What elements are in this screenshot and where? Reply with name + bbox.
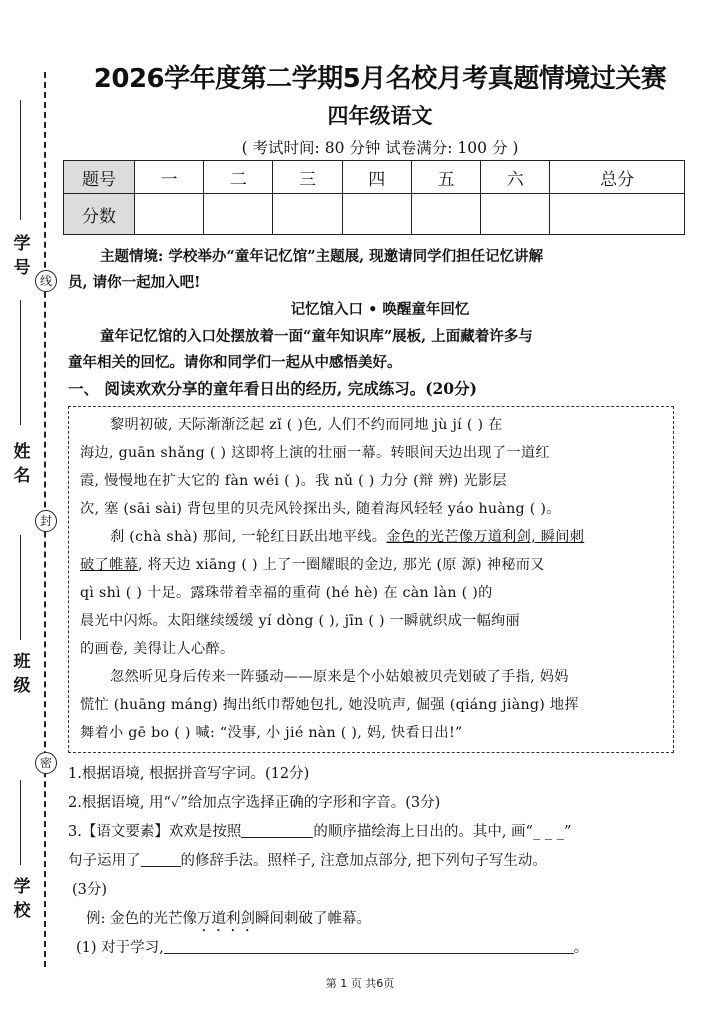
passage-text: 刹 (chà shà) 那间, 一轮红日跃出地平线。 [110,529,387,545]
passage-line: 慌忙 (huāng máng) 掏出纸巾帮她包扎, 她没吭声, 倔强 (qiáng jiàng) 地挥 [80,697,579,713]
school-label: 学 校 [13,877,31,921]
answer-blank[interactable] [241,823,313,838]
example-text: 例: 金色的光芒像 [86,911,197,927]
student-id-label: 学 号 [13,234,31,278]
passage-line: 晨光中闪烁。太阳继续缓缓 yí dòng ( ), jīn ( ) 一瞬就织成一幅绚丽 [80,613,521,629]
passage-line: 霞, 慢慢地在扩大它的 fàn wéi ( )。我 nǔ ( ) 力分 (辩 辨) 光影层 [80,473,507,489]
theme-line-2: 员, 请你一起加入吧! [68,274,201,291]
example-sentence [86,905,371,935]
section-desc-1: 童年记忆馆的入口处摆放着一面“童年知识库”展板, 上面藏着许多与 [100,328,533,345]
score-col-3: 三 [273,161,342,194]
passage-line: qì shì ( ) 十足。露珠带着幸福的重荷 (hé hè) 在 càn làn ( )的 [80,585,493,601]
school-field[interactable] [20,780,21,865]
example-dotted-text: 万道利剑 [197,911,255,927]
sub-question-text: (1) 对于学习, [76,940,164,956]
class-label: 班 级 [13,652,31,696]
binding-mark-feng: 封 [35,510,57,532]
student-name-label: 姓 名 [13,442,31,486]
question-3-text: 句子运用了 [68,853,141,869]
underlined-sentence-end: 破了帷幕 [80,557,138,573]
exam-title: 2026学年度第二学期5月名校月考真题情境过关赛 [93,64,667,94]
answer-blank[interactable] [141,852,181,867]
passage-line: 次, 塞 (sāi sài) 背包里的贝壳风铃探出头, 随着海风轻轻 yáo huàng ( )。 [80,501,561,517]
question-3-text: 的顺序描绘海上日出的。其中, 画“_ _ _” [313,824,572,840]
section-desc-2: 童年相关的回忆。请你和同学们一起从中感悟美好。 [68,354,402,371]
binding-mark-xian: 线 [35,270,57,292]
passage-line [80,554,665,574]
question-3-points: (3分) [72,882,108,898]
score-cell[interactable] [135,194,204,235]
score-col-2: 二 [204,161,273,194]
score-cell[interactable] [481,194,550,235]
student-id-field[interactable] [20,100,21,220]
score-table-header-row [64,161,685,194]
score-row-label: 分数 [64,194,135,235]
passage-line: 忽然听见身后传来一阵骚动——原来是个小姑娘被贝壳划破了手指, 妈妈 [110,669,569,685]
page-number: 第 1 页 共6页 [325,977,395,990]
sub-question-1 [76,934,588,962]
question-3-line-2 [68,847,547,875]
underlined-sentence: 金色的光芒像万道利剑, 瞬间刺 [386,529,585,545]
score-col-label: 题号 [64,161,135,194]
score-cell[interactable] [550,194,685,235]
score-col-4: 四 [342,161,411,194]
section-title: 记忆馆入口 • 唤醒童年回忆 [290,301,470,318]
student-name-field[interactable] [20,300,21,425]
question-1: 1.根据语境, 根据拼音写字词。(12分) [68,766,310,782]
passage-line: 舞着小 gē bo ( ) 喊: “没事, 小 jié nàn ( ), 妈, 快看日出!” [80,725,463,741]
score-col-total: 总分 [550,161,685,194]
score-cell[interactable] [204,194,273,235]
score-table-score-row [64,194,685,235]
example-text: 瞬间刺破了帷幕。 [255,911,371,927]
score-col-5: 五 [411,161,480,194]
exam-info: ( 考试时间: 80 分钟 试卷满分: 100 分 ) [241,139,519,157]
score-col-6: 六 [481,161,550,194]
question-3-text: 的修辞手法。照样子, 注意加点部分, 把下列句子写生动。 [180,853,547,869]
passage-text: , 将天边 xiāng ( ) 上了一圈耀眼的金边, 那光 (原 源) 神秘而又 [137,557,545,573]
passage-line: 海边, guān shǎng ( ) 这即将上演的壮丽一幕。转眼间天边出现了一道红 [80,445,550,461]
passage-line [80,526,695,546]
theme-line-1: 主题情境: 学校举办“童年记忆馆”主题展, 现邀请同学们担任记忆讲解 [100,248,544,265]
class-field[interactable] [20,535,21,640]
score-cell[interactable] [273,194,342,235]
binding-mark-mi: 密 [35,752,57,774]
part-one-heading: 一、 阅读欢欢分享的童年看日出的经历, 完成练习。(20分) [68,379,477,398]
question-3-line-1 [68,818,571,846]
score-cell[interactable] [342,194,411,235]
passage-line: 的画卷, 美得让人心醉。 [80,641,235,657]
score-col-1: 一 [135,161,204,194]
score-table [63,160,685,235]
sub-question-end: 。 [573,940,589,956]
question-3-text: 3.【语文要素】欢欢是按照 [68,824,242,840]
question-2: 2.根据语境, 用“✓”给加点字选择正确的字形和字音。(3分) [68,795,441,811]
exam-subtitle: 四年级语文 [327,104,433,128]
passage-line: 黎明初破, 天际渐渐泛起 zǐ ( )色, 人们不约而同地 jù jí ( ) 在 [110,417,503,433]
score-cell[interactable] [411,194,480,235]
answer-blank[interactable] [164,939,574,954]
